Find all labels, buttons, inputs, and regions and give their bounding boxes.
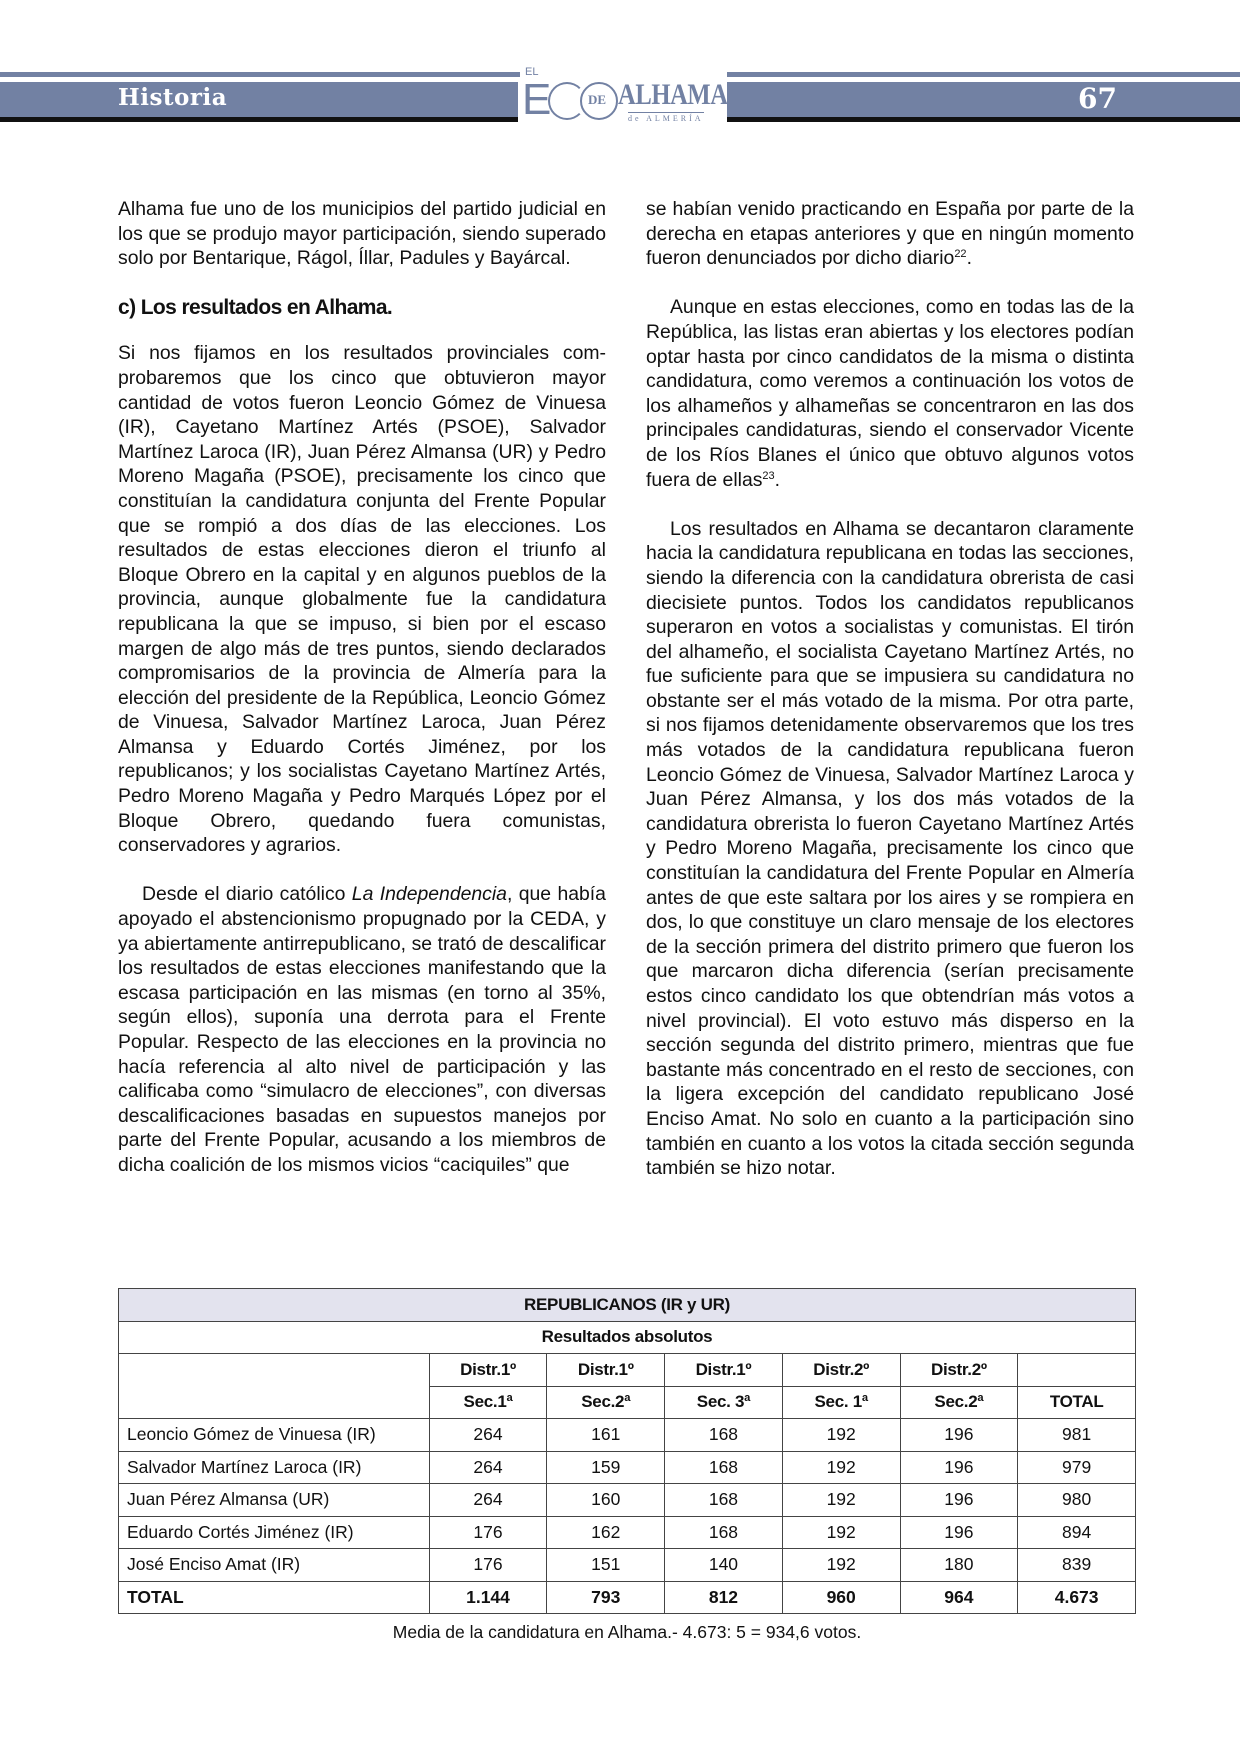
vote-cell: 196	[900, 1516, 1018, 1549]
section-title: Historia	[118, 84, 228, 111]
header-blank	[119, 1354, 430, 1419]
table-subtitle: Resultados absolutos	[119, 1321, 1136, 1354]
publication-logo	[520, 66, 728, 124]
section-heading: c) Los resultados en Alhama.	[118, 296, 393, 320]
results-table-container	[118, 1288, 1136, 1614]
vote-cell: 140	[665, 1549, 783, 1582]
column-header: Sec.2ª	[900, 1386, 1018, 1419]
table-row	[119, 1484, 1136, 1517]
text-run: Aunque en estas elecciones, como en todas las de la República, las listas eran abiertas y los electores podían optar hasta por cinco candidatos de la misma o distinta candidatura, como veremos a continuación los votos de los alhameños y alhameñas se concentraron en las dos principales candidaturas, siendo el conservador Vicente de los Ríos Blanes el único que obtuvo algunos votos fuera de ellas	[646, 296, 1134, 491]
total-cell: 1.144	[429, 1581, 547, 1614]
column-header: Distr.1º	[547, 1354, 665, 1387]
column-header: Sec.2ª	[547, 1386, 665, 1419]
text-run: Desde el diario católico	[142, 883, 352, 906]
vote-cell: 180	[900, 1549, 1018, 1582]
table-subtitle-row	[119, 1321, 1136, 1354]
header-band-right	[727, 82, 1240, 118]
column-header: Sec. 3ª	[665, 1386, 783, 1419]
total-cell: 960	[782, 1581, 900, 1614]
text-run: , que había apoyado el abstencionismo propugnado por la CEDA, y ya abiertamente antirrepublicano, se trató de descalificar los resultados de estas elecciones manifestando que la escasa participación en las mismas (en torno al 35%, según ellos), suponía una derrota para el Frente Popular. Respecto de las elecciones en la provincia no hacía referencia al alto nivel de participación y las calificaba como “simulacro de elecciones”, con diversas descalificaciones basadas en supuestos manejos por parte del Frente Popular, acusando a los miembros de dicha coalición de los mismos vicios “caciquiles” que	[118, 883, 606, 1176]
header-top-rule-left	[0, 72, 520, 77]
header-shadow-right	[727, 117, 1240, 122]
right-column	[646, 197, 1134, 1205]
header-top-rule-right	[727, 72, 1240, 77]
table-title: REPUBLICANOS (IR y UR)	[119, 1289, 1136, 1322]
district-header-row	[119, 1354, 1136, 1387]
vote-cell: 192	[782, 1484, 900, 1517]
vote-cell: 162	[547, 1516, 665, 1549]
vote-cell: 168	[665, 1516, 783, 1549]
column-header: Sec. 1ª	[782, 1386, 900, 1419]
header-shadow-left	[0, 117, 518, 122]
candidate-name: Salvador Martínez Laroca (IR)	[119, 1451, 430, 1484]
total-cell: 980	[1018, 1484, 1136, 1517]
table-total-row	[119, 1581, 1136, 1614]
vote-cell: 151	[547, 1549, 665, 1582]
column-header: Distr.1º	[429, 1354, 547, 1387]
table-row	[119, 1451, 1136, 1484]
vote-cell: 192	[782, 1516, 900, 1549]
newspaper-title: La Independencia	[351, 883, 507, 906]
vote-cell: 168	[665, 1419, 783, 1452]
paragraph: Alhama fue uno de los municipios del partido judicial en los que se produjo mayor participación, siendo superado solo por Bentarique, Rágol, Íllar, Padules y Bayárcal.	[118, 198, 606, 270]
total-cell: 894	[1018, 1516, 1136, 1549]
vote-cell: 168	[665, 1484, 783, 1517]
logo-e-letter: E	[522, 75, 550, 124]
logo-de: DE	[588, 92, 607, 107]
table-title-row	[119, 1289, 1136, 1322]
footnote-ref[interactable]: 23	[762, 469, 775, 482]
grand-total-cell: 4.673	[1018, 1581, 1136, 1614]
table-caption: Media de la candidatura en Alhama.- 4.673: 5 = 934,6 votos.	[392, 1622, 862, 1642]
total-cell: 793	[547, 1581, 665, 1614]
total-cell: 839	[1018, 1549, 1136, 1582]
text-run: se habían venido practicando en España por parte de la derecha en etapas anteriores y que en ningún momento fueron denunciados por dicho diario	[646, 198, 1134, 270]
vote-cell: 196	[900, 1419, 1018, 1452]
footnote-ref[interactable]: 22	[954, 248, 967, 261]
vote-cell: 264	[429, 1484, 547, 1517]
paragraph	[118, 882, 606, 1177]
vote-cell: 196	[900, 1451, 1018, 1484]
total-cell: 812	[665, 1581, 783, 1614]
header-band-left	[0, 82, 518, 118]
results-table	[118, 1288, 1136, 1614]
column-header: Distr.2º	[782, 1354, 900, 1387]
column-header: Distr.1º	[665, 1354, 783, 1387]
candidate-name: Eduardo Cortés Jiménez (IR)	[119, 1516, 430, 1549]
page-number: 67	[1078, 82, 1117, 115]
table-row	[119, 1516, 1136, 1549]
column-header: Sec.1ª	[429, 1386, 547, 1419]
paragraph: Los resultados en Alhama se decantaron claramente hacia la candidatura republicana en todas las secciones, siendo la diferencia con la candidatura obrerista de casi diecisiete puntos. Todos los candidatos republicanos superaron en votos a socialistas y comunistas. El tirón del alhameño, el socialista Cayetano Martínez Artés, no fue suficiente para que se impusiera su candidatura no obstante ser el más votado de la misma. Por otra parte, si nos fijamos detenidamente observaremos que los tres más votados de la candidatura republicana fueron Leoncio Gómez de Vinuesa, Salvador Martínez Laroca y Juan Pérez Almansa, y los dos más votados de la candidatura obrerista lo fueron Cayetano Martínez Artés y Pedro Moreno Magaña, precisamente los cinco que constituían la candidatura del Frente Popular en Almería antes de que este saltara por los aires y se rompiera en dos, lo que constituye un claro mensaje de los electores de la sección primera del distrito primero que fueron los que marcaron dicha diferencia (serían precisamente estos cinco candidato los que obtendrían más votos a nivel provincial). El voto estuvo más disperso en la sección segunda del distrito primero, mientras que fue bastante más concentrado en el resto de secciones, con la ligera excepción del candidato republicano José Enciso Amat. No solo en cuanto a la participación sino también en cuanto a los votos la citada sección segunda también se hizo notar.	[646, 517, 1134, 1180]
logo-subtitle: de ALMERÍA	[628, 114, 704, 123]
vote-cell: 264	[429, 1419, 547, 1452]
candidate-name: José Enciso Amat (IR)	[119, 1549, 430, 1582]
candidate-name: Leoncio Gómez de Vinuesa (IR)	[119, 1419, 430, 1452]
vote-cell: 161	[547, 1419, 665, 1452]
total-cell: 964	[900, 1581, 1018, 1614]
vote-cell: 192	[782, 1419, 900, 1452]
paragraph: Si nos fijamos en los resultados provinciales comprobaremos que los cinco que obtuvieron mayor cantidad de votos fueron Leoncio Gómez de Vinuesa (IR), Cayetano Martínez Artés (PSOE), Salvador Martínez Laroca (IR), Juan Pérez Almansa (UR) y Pedro Moreno Magaña (PSOE), precisamente los cinco que constituían la candidatura conjunta del Frente Popular que se rompió a dos días de las elecciones. Los resultados de estas elecciones dieron el triunfo al Bloque Obrero en la capital y en algunos pueblos de la provincia, aunque globalmente fue la candidatura republicana la que se impuso, si bien por el escaso margen de algo más de tres puntos, siendo declarados compromisarios de la provincia de Almería para la elección del presidente de la República, Leoncio Gómez de Vinuesa, Salvador Martínez Laroca, Juan Pérez Almansa y Eduardo Cortés Jiménez, por los republicanos; y los socialistas Cayetano Martínez Artés, Pedro Moreno Magaña y Pedro Marqués López por el Bloque Obrero, quedando fuera comunistas, conservadores y agrarios.	[118, 342, 606, 857]
left-column	[118, 197, 606, 1202]
total-cell: 979	[1018, 1451, 1136, 1484]
table-row	[119, 1549, 1136, 1582]
total-cell: 981	[1018, 1419, 1136, 1452]
candidate-name: Juan Pérez Almansa (UR)	[119, 1484, 430, 1517]
column-header: Distr.2º	[900, 1354, 1018, 1387]
vote-cell: 196	[900, 1484, 1018, 1517]
total-label: TOTAL	[119, 1581, 430, 1614]
paragraph: se habían venido practicando en España por parte de la derecha en etapas anteriores y que en ningún momento fueron denunciados por dicho diario$^{22}$.	[646, 198, 1134, 270]
logo-alhama: ALHAMA	[618, 78, 728, 111]
table-row	[119, 1419, 1136, 1452]
logo-el: EL	[525, 66, 539, 78]
vote-cell: 168	[665, 1451, 783, 1484]
vote-cell: 159	[547, 1451, 665, 1484]
paragraph: Aunque en estas elecciones, como en todas las de la República, las listas eran abiertas y los electores podían optar hasta por cinco candidatos de la misma o distinta candidatura, como veremos a continuación los votos de los alhameños y alhameñas se concentraron en las dos principales candidaturas, siendo el conservador Vicente de los Ríos Blanes el único que obtuvo algunos votos fuera de ellas$^{23}$.	[646, 296, 1134, 491]
vote-cell: 176	[429, 1516, 547, 1549]
column-header	[1018, 1354, 1136, 1387]
vote-cell: 160	[547, 1484, 665, 1517]
vote-cell: 264	[429, 1451, 547, 1484]
column-header: TOTAL	[1018, 1386, 1136, 1419]
vote-cell: 192	[782, 1451, 900, 1484]
vote-cell: 192	[782, 1549, 900, 1582]
vote-cell: 176	[429, 1549, 547, 1582]
